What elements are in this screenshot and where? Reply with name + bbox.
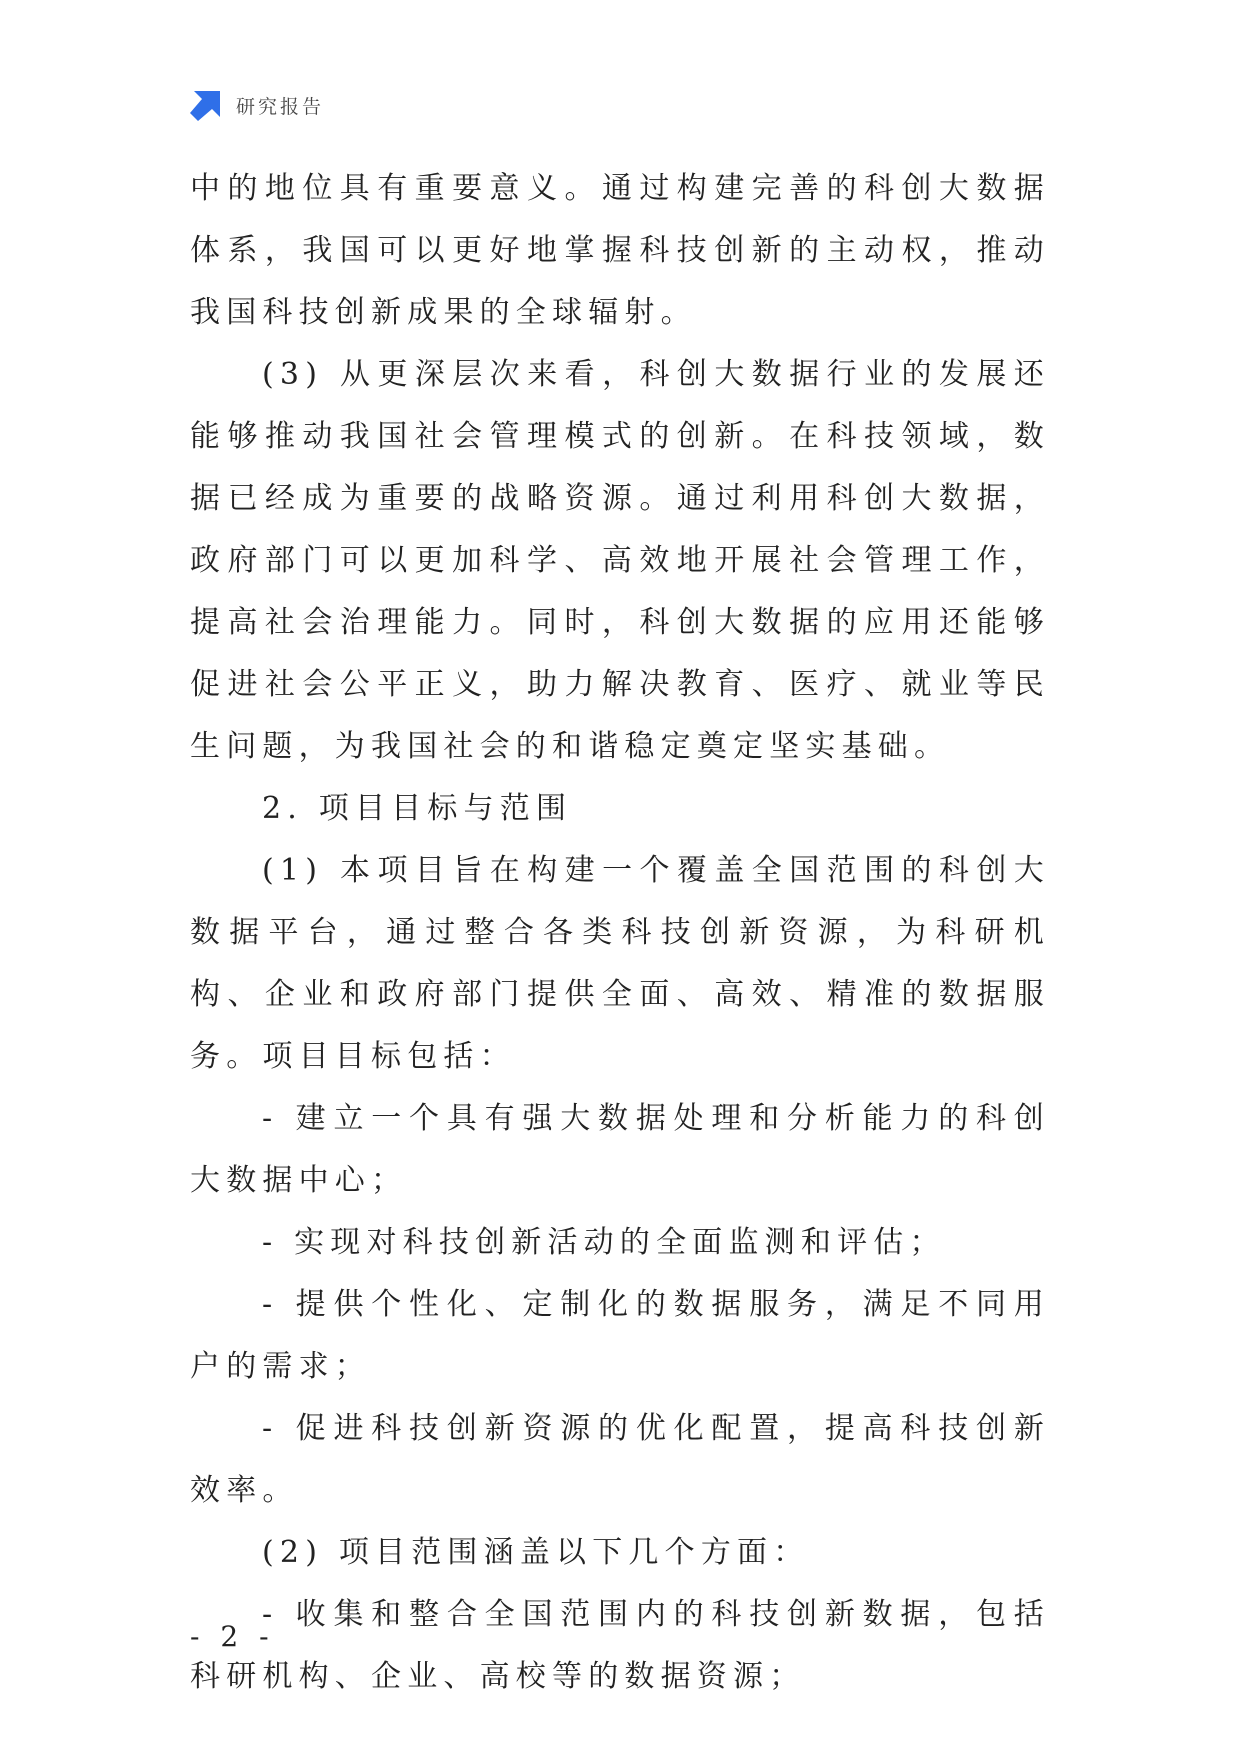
paragraph-point-3: (3) 从更深层次来看，科创大数据行业的发展还能够推动我国社会管理模式的创新。在科技领域，数据已经成为重要的战略资源。通过利用科创大数据，政府部门可以更加科学、高效地开展社会管理工作，提高社会治理能力。同时，科创大数据的应用还能够促进社会公平正义，助力解决教育、医疗、就业等民生问题，为我国社会的和谐稳定奠定坚实基础。 [190,357,1050,764]
list-item: - 促进科技创新资源的优化配置，提高科技创新效率。 [190,1411,1050,1508]
list-item: - 建立一个具有强大数据处理和分析能力的科创大数据中心； [190,1101,1050,1198]
list-item: - 收集和整合全国范围内的科技创新数据，包括科研机构、企业、高校等的数据资源； [190,1597,1050,1694]
document-body [190,158,1050,1708]
paragraph-point-2: (2) 项目范围涵盖以下几个方面： [262,1535,810,1570]
page-number: - 2 - [190,1620,275,1653]
paragraph-point-1: (1) 本项目旨在构建一个覆盖全国范围的科创大数据平台，通过整合各类科技创新资源，为科研机构、企业和政府部门提供全面、高效、精准的数据服务。项目目标包括： [190,853,1050,1074]
report-label: 研究报告 [236,95,325,118]
paragraph-continuation: 中的地位具有重要意义。通过构建完善的科创大数据体系，我国可以更好地掌握科技创新的主动权，推动我国科技创新成果的全球辐射。 [190,171,1050,330]
list-item: - 提供个性化、定制化的数据服务，满足不同用户的需求； [190,1287,1050,1384]
section-heading: 2. 项目目标与范围 [262,791,573,826]
arrow-up-right-icon [190,89,222,121]
list-item: - 实现对科技创新活动的全面监测和评估； [262,1225,946,1260]
page-header [190,88,324,122]
